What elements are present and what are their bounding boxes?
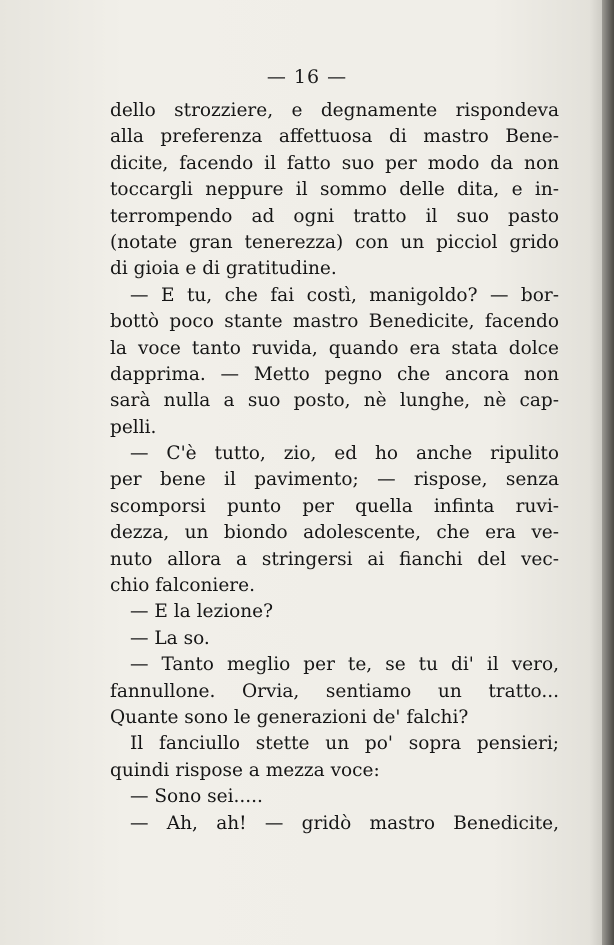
text-line: nuto allora a stringersi ai fianchi del vec- (110, 548, 559, 570)
body-text (110, 98, 559, 837)
text-line: dapprima. — Metto pegno che ancora non (110, 363, 559, 385)
text-line: Il fanciullo stette un po' sopra pensieri; (130, 733, 559, 755)
text-line: fannullone. Orvia, sentiamo un tratto... (110, 680, 559, 702)
page-number: — 16 — (266, 66, 348, 88)
text-line: dello strozziere, e degnamente rispondeva (110, 100, 559, 121)
text-line: Quante sono le generazioni de' falchi? (110, 706, 469, 728)
text-line: sarà nulla a suo posto, nè lunghe, nè cap- (110, 390, 559, 412)
text-line: di gioia e di gratitudine. (110, 258, 337, 280)
text-line: per bene il pavimento; — rispose, senza (110, 469, 559, 491)
text-line: — C'è tutto, zio, ed ho anche ripulito (130, 443, 559, 465)
text-line: dicite, facendo il fatto suo per modo da non (110, 152, 559, 174)
text-line: terrompendo ad ogni tratto il suo pasto (110, 205, 559, 227)
book-spine-shadow (602, 0, 614, 945)
text-line: dezza, un biondo adolescente, che era ve- (110, 522, 559, 544)
text-line: toccargli neppure il sommo delle dita, e in- (110, 179, 559, 201)
text-line: — E tu, che fai costì, manigoldo? — bor- (130, 284, 559, 306)
text-line: alla preferenza affettuosa di mastro Bene- (110, 126, 559, 148)
text-line: — La so. (130, 627, 210, 649)
text-line: scomporsi punto per quella infinta ruvi- (110, 495, 559, 517)
text-line: — Ah, ah! — gridò mastro Benedicite, (130, 812, 559, 834)
text-line: chio falconiere. (110, 575, 255, 597)
text-line: — Sono sei..... (130, 786, 263, 808)
text-line: bottò poco stante mastro Benedicite, facendo (110, 311, 559, 333)
text-line: (notate gran tenerezza) con un picciol grido (110, 231, 559, 253)
text-line: — E la lezione? (130, 601, 274, 623)
text-line: quindi rispose a mezza voce: (110, 759, 380, 781)
text-line: pelli. (110, 416, 157, 438)
text-line: la voce tanto ruvida, quando era stata dolce (110, 337, 559, 359)
text-line: — Tanto meglio per te, se tu di' il vero, (130, 654, 559, 676)
